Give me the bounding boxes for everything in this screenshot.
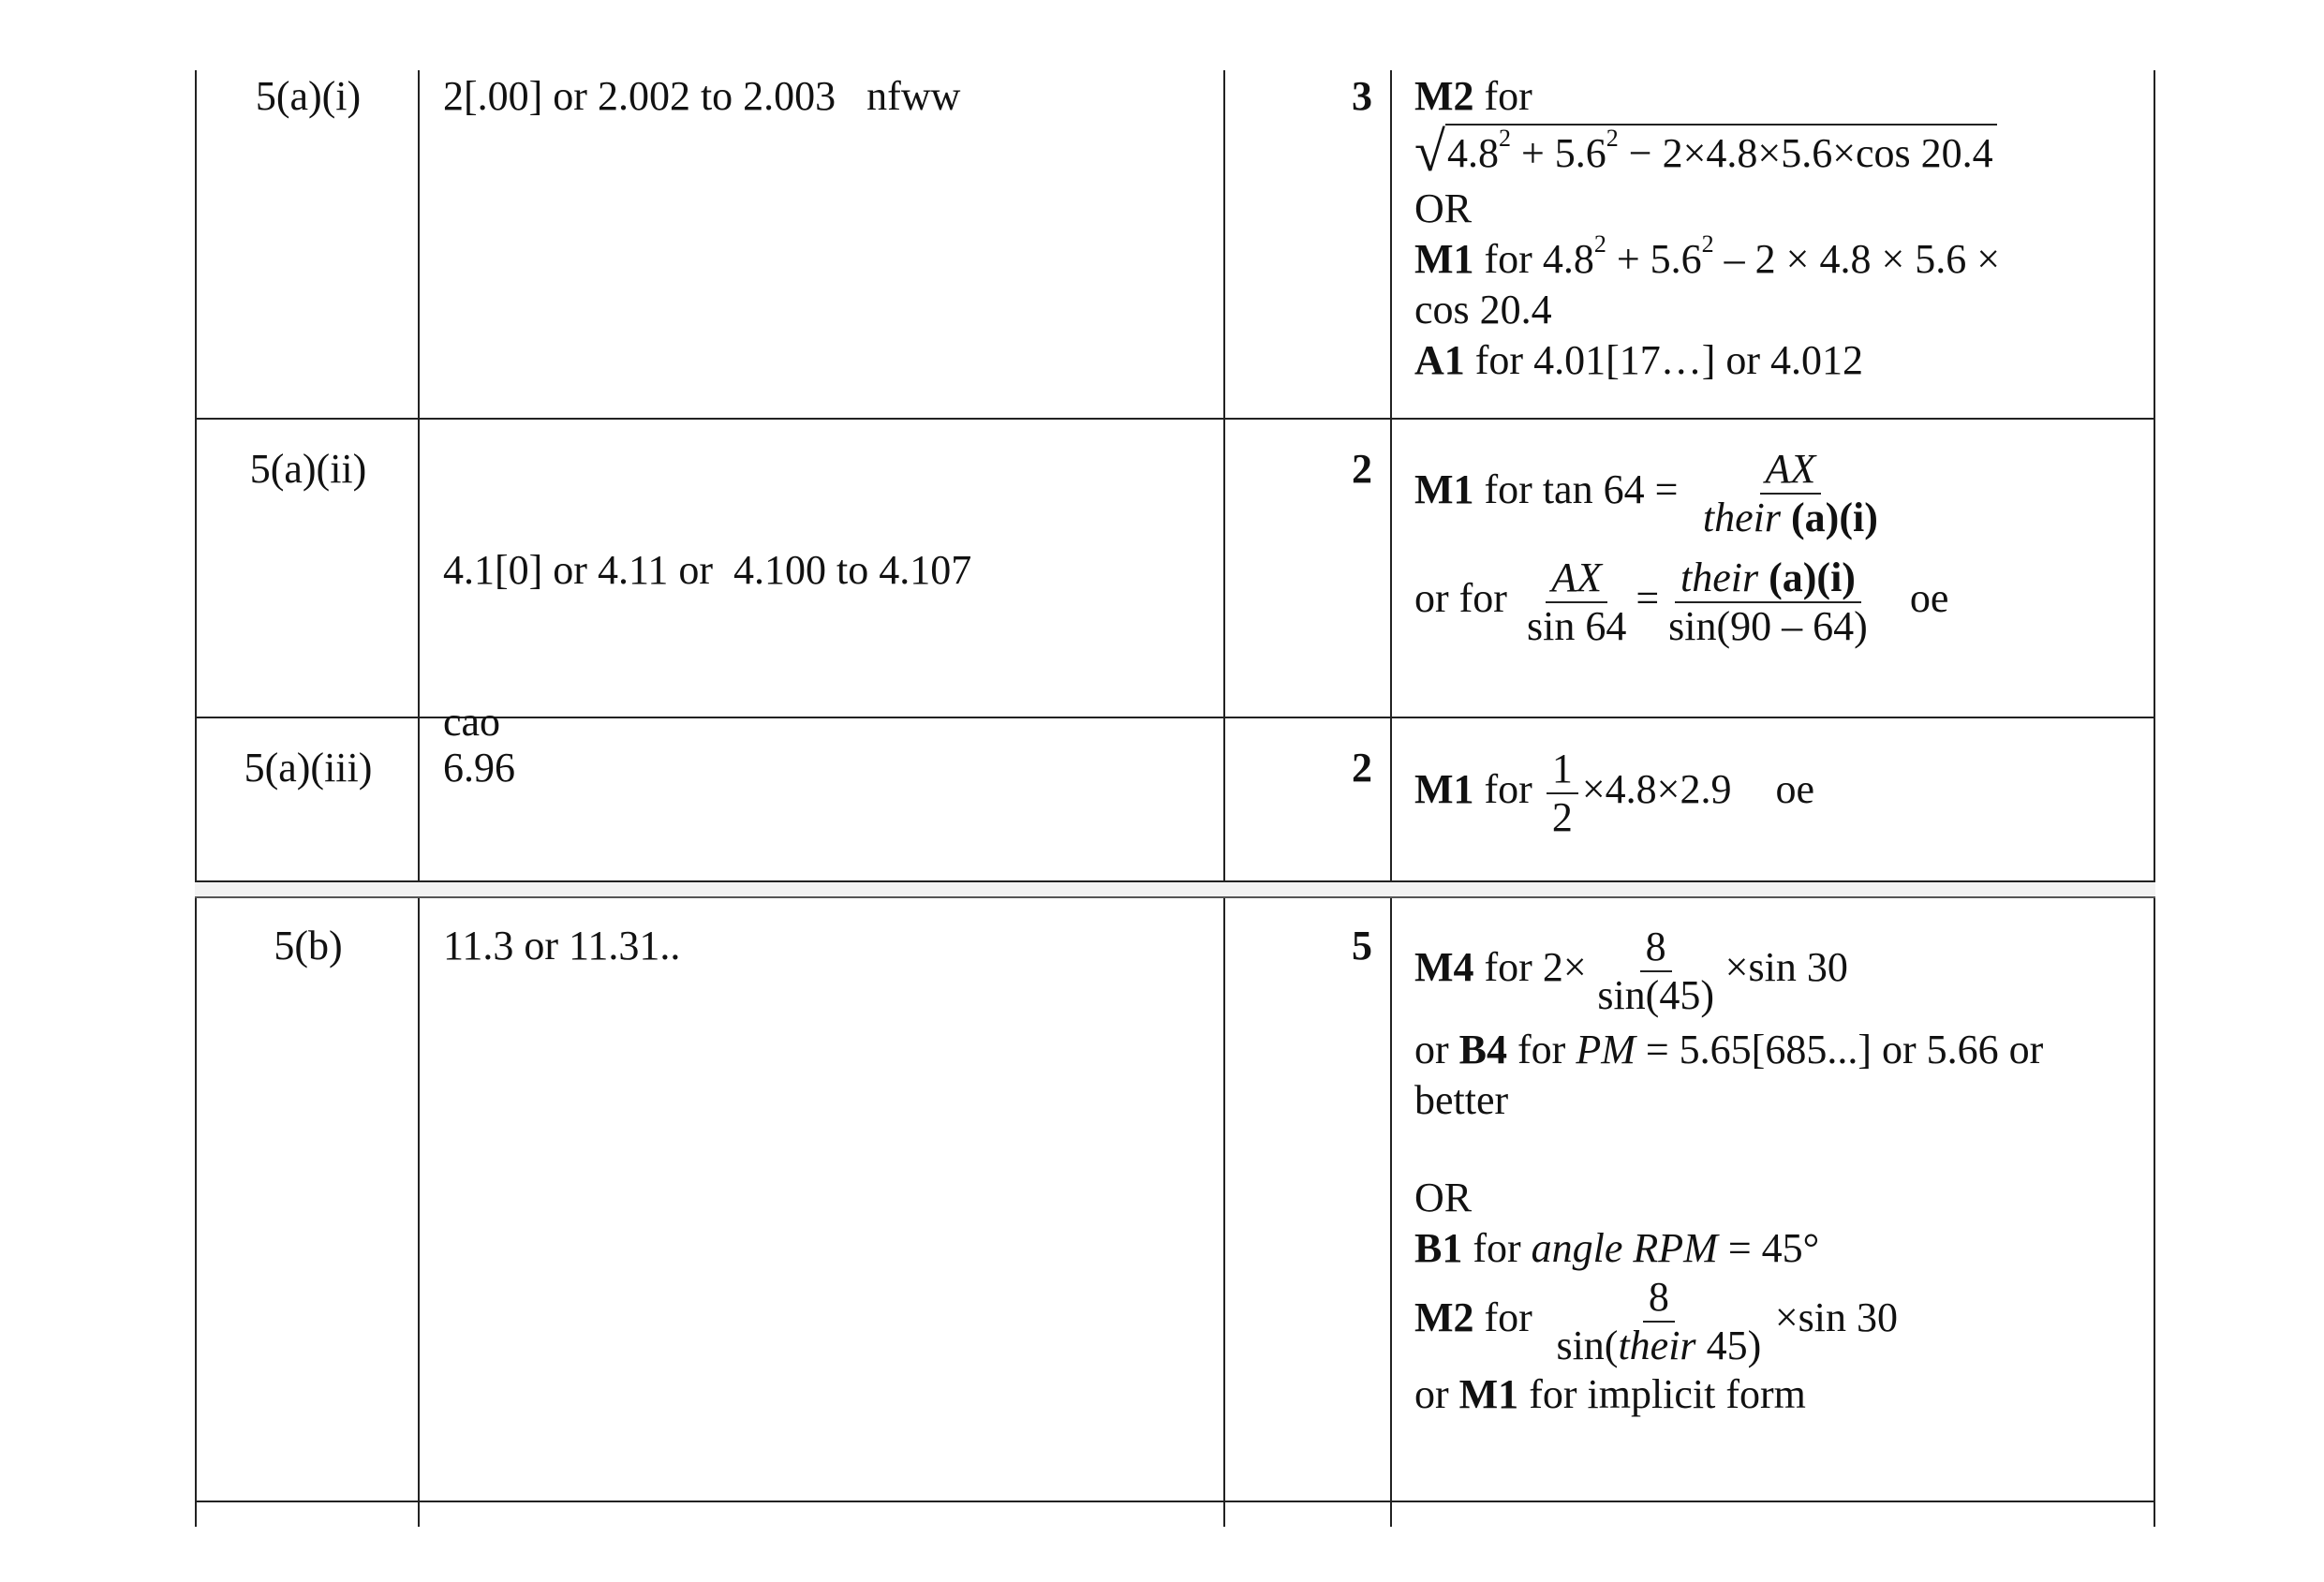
guidance-text: ×sin 30: [1774, 1294, 1899, 1341]
exponent: 2: [1498, 125, 1511, 153]
question-number: 5(b): [274, 923, 343, 968]
answer-line: 4.1[0] or 4.11 or 4.100 to 4.107: [443, 547, 972, 593]
fraction: [1692, 446, 1888, 541]
mark-code: M1: [1414, 766, 1474, 813]
guidance-text: for tan 64 =: [1473, 466, 1679, 513]
marks-value: 5: [1352, 923, 1372, 968]
guidance-cell: [1414, 924, 2145, 1420]
exponent: 2: [1606, 125, 1619, 153]
guidance-text: oe: [1775, 766, 1815, 813]
mark-code: M4: [1414, 944, 1474, 991]
guidance-cell: [1414, 446, 2145, 650]
guidance-text: for 2×: [1473, 944, 1587, 991]
guidance-text: ×4.8×2.9: [1581, 766, 1732, 813]
answer-text: 2[.00] or 2.002 to 2.003 nfww: [443, 73, 961, 119]
or-label: OR: [1414, 185, 1473, 231]
guidance-text: for implicit form: [1518, 1371, 1806, 1417]
denominator: 2: [1551, 794, 1573, 840]
guidance-text: for: [1462, 1225, 1532, 1271]
denominator-text: sin(: [1556, 1323, 1619, 1368]
mark-code: M2: [1414, 73, 1474, 119]
question-number: 5(a)(ii): [249, 446, 367, 492]
radicand-term: − 2×4.8×5.6×cos 20.4: [1618, 130, 1993, 176]
guidance-text: for 4.01[17…] or 4.012: [1464, 337, 1864, 383]
answer-text: [443, 444, 971, 849]
guidance-line: [1414, 554, 2145, 650]
marks-value: 3: [1352, 73, 1372, 119]
exponent: 2: [1593, 230, 1606, 259]
denominator-text: (a)(i): [1781, 495, 1878, 540]
answer-text: 11.3 or 11.31..: [443, 923, 681, 968]
numerator-text: their: [1680, 554, 1759, 600]
mark-code: A1: [1414, 337, 1465, 383]
mark-code: M1: [1414, 236, 1474, 282]
mark-code: B1: [1414, 1225, 1463, 1271]
numerator-text: (a)(i): [1758, 554, 1856, 600]
row-divider-3b: [195, 896, 2155, 898]
row-divider-4: [195, 1501, 2155, 1502]
numerator: AX: [1760, 446, 1822, 495]
denominator: sin(90 – 64): [1668, 603, 1868, 649]
exponent: 2: [1701, 230, 1714, 259]
guidance-line: [1414, 1369, 2145, 1420]
guidance-cell: [1414, 746, 2145, 841]
guidance-text: for: [1473, 766, 1532, 813]
guidance-cell: [1414, 71, 2145, 386]
guidance-text: – 2 × 4.8 × 5.6 ×: [1713, 236, 2001, 282]
guidance-line: [1414, 746, 2145, 841]
guidance-line: [1414, 924, 2145, 1019]
guidance-text: = 45°: [1717, 1225, 1820, 1271]
guidance-text: PM: [1576, 1027, 1636, 1072]
marks-value: 2: [1352, 745, 1372, 791]
guidance-text: + 5.6: [1606, 236, 1702, 282]
guidance-text: ×sin 30: [1724, 944, 1848, 991]
guidance-text: better: [1414, 1077, 1509, 1123]
guidance-text: oe: [1909, 575, 1949, 622]
guidance-text: for 4.8: [1473, 236, 1594, 282]
guidance-line: [1414, 71, 2145, 122]
guidance-text: cos 20.4: [1414, 287, 1552, 333]
question-number: 5(a)(iii): [244, 745, 373, 791]
radicand: [1445, 124, 1997, 180]
mark-code: B4: [1458, 1027, 1508, 1072]
fraction: [1547, 746, 1578, 841]
numerator: 8: [1643, 1274, 1675, 1323]
guidance-text: or for: [1414, 575, 1507, 622]
guidance-line: [1414, 1223, 2145, 1274]
fraction: [1663, 554, 1873, 650]
answer-text: 6.96: [443, 745, 515, 791]
numerator: AX: [1546, 554, 1607, 603]
guidance-line: [1414, 446, 2145, 541]
row-divider-1: [195, 418, 2155, 420]
radical-sign: √: [1414, 121, 1445, 183]
numerator: 1: [1547, 746, 1578, 794]
numerator: 8: [1640, 924, 1672, 972]
fraction: [1591, 924, 1722, 1019]
square-root-expression: [1414, 121, 1997, 183]
denominator-text: their: [1702, 495, 1782, 540]
denominator-text: 45): [1695, 1323, 1762, 1368]
fraction: [1547, 1274, 1771, 1369]
mark-code: M2: [1414, 1294, 1474, 1341]
question-number: 5(a)(i): [255, 73, 362, 119]
guidance-text: or: [1414, 1027, 1459, 1072]
guidance-text: angle RPM: [1531, 1225, 1718, 1271]
radicand-term: 4.8: [1446, 130, 1499, 176]
column-divider-2: [1223, 70, 1225, 1527]
marks-value: 2: [1352, 446, 1372, 492]
guidance-text: for: [1507, 1027, 1576, 1072]
radicand-term: + 5.6: [1510, 130, 1606, 176]
or-label: OR: [1414, 1175, 1473, 1220]
guidance-line: [1414, 335, 2145, 386]
table-border-right: [2154, 70, 2155, 1527]
denominator: sin 64: [1526, 603, 1627, 649]
mark-code: M1: [1414, 466, 1474, 513]
guidance-line: [1414, 230, 2145, 285]
denominator: [1697, 495, 1884, 541]
mark-code: M1: [1458, 1371, 1519, 1417]
column-divider-1: [418, 70, 420, 1527]
table-border-left: [195, 70, 197, 1527]
guidance-text: = 5.65[685...] or 5.66 or: [1635, 1027, 2044, 1072]
guidance-text: for: [1473, 1294, 1532, 1341]
answer-line: cao: [443, 699, 501, 745]
denominator-text: their: [1618, 1323, 1696, 1368]
guidance-text: for: [1473, 73, 1532, 119]
equals-sign: =: [1636, 575, 1660, 622]
denominator: sin(45): [1597, 972, 1714, 1018]
guidance-text: or: [1414, 1371, 1459, 1417]
numerator: [1675, 554, 1861, 603]
fraction: [1521, 554, 1632, 650]
guidance-line: [1414, 1025, 2145, 1075]
row-divider-3a: [195, 880, 2155, 882]
guidance-line: [1414, 1274, 2145, 1369]
column-divider-3: [1390, 70, 1392, 1527]
denominator: [1550, 1323, 1767, 1369]
